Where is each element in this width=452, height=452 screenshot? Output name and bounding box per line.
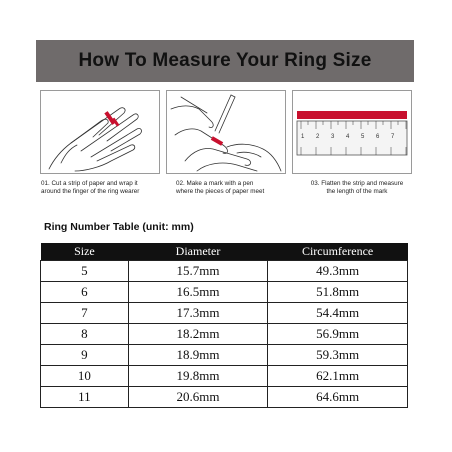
hand-wrap-paper-icon [41,91,159,173]
circumference-cell: 62.1mm [268,366,408,387]
table-header-row [41,243,408,261]
ruler-number: 6 [376,134,380,140]
ring-table-title: Ring Number Table (unit: mm) [44,221,194,233]
size-cell: 11 [41,387,129,408]
size-cell: 6 [41,282,129,303]
circumference-cell: 56.9mm [268,324,408,345]
diameter-cell: 18.9mm [128,345,267,366]
size-cell: 8 [41,324,129,345]
ruler-number: 5 [361,134,365,140]
diameter-cell: 20.6mm [128,387,267,408]
table-row [41,303,408,324]
table-row [41,282,408,303]
circumference-cell: 51.8mm [268,282,408,303]
paper-strip [297,111,407,119]
step-3-caption: 03. Flatten the strip and measure the length of the mark [310,180,404,195]
table-row [41,261,408,282]
table-row [41,387,408,408]
ruler-number: 4 [346,134,350,140]
paper-strip [211,136,223,145]
table-row [41,324,408,345]
step-3-illustration [292,90,412,174]
page-title: How To Measure Your Ring Size [78,50,372,71]
circumference-cell: 64.6mm [268,387,408,408]
table-row [41,345,408,366]
title-banner [36,40,414,82]
size-cell: 10 [41,366,129,387]
hand-mark-pen-icon [167,91,285,173]
diameter-cell: 15.7mm [128,261,267,282]
ruler-number: 2 [316,134,320,140]
table-row [41,366,408,387]
header-diameter: Diameter [128,243,267,261]
ruler-number: 3 [331,134,335,140]
step-2-caption: 02. Make a mark with a pen where the pieces of paper meet [176,180,265,195]
ring-size-table [40,243,408,408]
size-cell: 7 [41,303,129,324]
step-1-illustration [40,90,160,174]
circumference-cell: 59.3mm [268,345,408,366]
diameter-cell: 18.2mm [128,324,267,345]
diameter-cell: 17.3mm [128,303,267,324]
step-2-illustration [166,90,286,174]
diameter-cell: 16.5mm [128,282,267,303]
step-1-caption: 01. Cut a strip of paper and wrap it around the finger of the ring wearer [41,180,140,195]
size-cell: 5 [41,261,129,282]
header-circumference: Circumference [268,243,408,261]
circumference-cell: 49.3mm [268,261,408,282]
circumference-cell: 54.4mm [268,303,408,324]
ruler-measure-icon [293,91,411,173]
diameter-cell: 19.8mm [128,366,267,387]
ruler-number: 1 [301,134,305,140]
header-size: Size [41,243,129,261]
ruler-number: 7 [391,134,395,140]
size-cell: 9 [41,345,129,366]
